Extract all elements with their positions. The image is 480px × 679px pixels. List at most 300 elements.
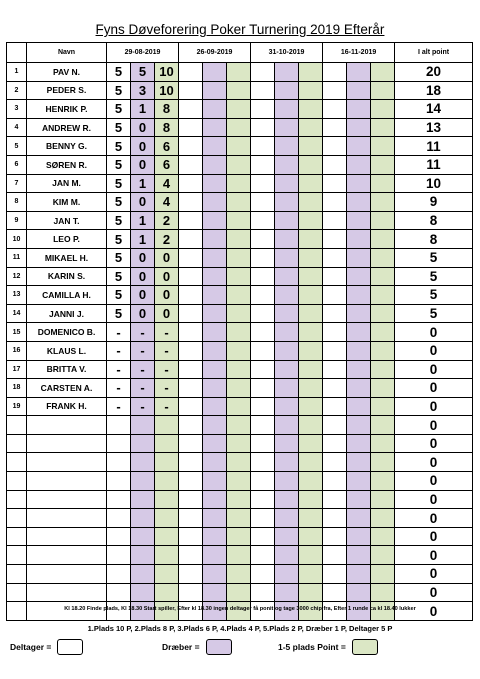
plads-points-date-2 (227, 323, 251, 342)
total-points: 0 (395, 416, 473, 435)
row-number (7, 453, 27, 472)
deltager-points-date-4 (323, 360, 347, 379)
deltager-points-date-1 (107, 416, 131, 435)
draeber-points-date-3 (275, 453, 299, 472)
draeber-points-date-1: 1 (131, 211, 155, 230)
deltager-points-date-4 (323, 230, 347, 249)
deltager-points-date-4 (323, 63, 347, 82)
deltager-points-date-4 (323, 155, 347, 174)
header-date-3: 31-10-2019 (251, 43, 323, 63)
plads-points-date-3 (299, 453, 323, 472)
player-row (7, 267, 473, 286)
plads-points-date-2 (227, 286, 251, 305)
draeber-points-date-3 (275, 248, 299, 267)
total-points: 0 (395, 379, 473, 398)
draeber-points-date-3 (275, 416, 299, 435)
plads-points-date-3 (299, 472, 323, 491)
deltager-points-date-2 (179, 527, 203, 546)
draeber-points-date-4 (347, 230, 371, 249)
deltager-points-date-1: 5 (107, 174, 131, 193)
legend-deltager (10, 638, 83, 656)
deltager-points-date-4 (323, 509, 347, 528)
draeber-points-date-3 (275, 100, 299, 119)
player-name: LEO P. (27, 230, 107, 249)
player-row (7, 583, 473, 602)
deltager-points-date-1 (107, 472, 131, 491)
deltager-points-date-4 (323, 304, 347, 323)
deltager-points-date-4 (323, 434, 347, 453)
draeber-points-date-3 (275, 341, 299, 360)
draeber-points-date-2 (203, 527, 227, 546)
draeber-points-date-3 (275, 174, 299, 193)
deltager-points-date-4 (323, 174, 347, 193)
player-name: ANDREW R. (27, 118, 107, 137)
row-number: 3 (7, 100, 27, 119)
player-row (7, 397, 473, 416)
deltager-points-date-3 (251, 81, 275, 100)
page-title (0, 22, 480, 37)
total-points: 13 (395, 118, 473, 137)
draeber-points-date-4 (347, 509, 371, 528)
deltager-points-date-1: - (107, 397, 131, 416)
deltager-points-date-1: 5 (107, 118, 131, 137)
deltager-points-date-4 (323, 565, 347, 584)
deltager-points-date-1 (107, 509, 131, 528)
total-points: 0 (395, 546, 473, 565)
plads-points-date-3 (299, 416, 323, 435)
plads-points-date-2 (227, 397, 251, 416)
deltager-points-date-2 (179, 565, 203, 584)
deltager-points-date-2 (179, 583, 203, 602)
plads-points-date-3 (299, 341, 323, 360)
plads-points-date-3 (299, 286, 323, 305)
draeber-points-date-2 (203, 583, 227, 602)
plads-points-date-2 (227, 583, 251, 602)
plads-points-date-1: 6 (155, 155, 179, 174)
plads-points-date-2 (227, 360, 251, 379)
deltager-points-date-4 (323, 267, 347, 286)
draeber-points-date-4 (347, 63, 371, 82)
deltager-points-date-3 (251, 304, 275, 323)
plads-points-date-4 (371, 193, 395, 212)
draeber-points-date-2 (203, 509, 227, 528)
plads-points-date-1: - (155, 379, 179, 398)
deltager-points-date-1: 5 (107, 137, 131, 156)
deltager-points-date-3 (251, 118, 275, 137)
total-points: 0 (395, 583, 473, 602)
deltager-points-date-2 (179, 267, 203, 286)
deltager-points-date-2 (179, 137, 203, 156)
deltager-points-date-1: - (107, 323, 131, 342)
draeber-points-date-3 (275, 81, 299, 100)
plads-points-date-4 (371, 211, 395, 230)
draeber-points-date-4 (347, 323, 371, 342)
plads-points-date-3 (299, 379, 323, 398)
legend-plads-point-label: 1-5 plads Point = (278, 642, 346, 652)
draeber-points-date-1 (131, 565, 155, 584)
draeber-points-date-3 (275, 360, 299, 379)
draeber-points-date-4 (347, 211, 371, 230)
player-row (7, 174, 473, 193)
draeber-points-date-2 (203, 230, 227, 249)
deltager-points-date-1 (107, 453, 131, 472)
draeber-points-date-1: - (131, 341, 155, 360)
deltager-points-date-3 (251, 193, 275, 212)
plads-points-date-1: 8 (155, 100, 179, 119)
player-name: BRITTA V. (27, 360, 107, 379)
plads-points-date-4 (371, 490, 395, 509)
row-number: 11 (7, 248, 27, 267)
plads-points-date-2 (227, 118, 251, 137)
deltager-points-date-3 (251, 379, 275, 398)
deltager-points-date-4 (323, 546, 347, 565)
plads-points-date-2 (227, 379, 251, 398)
total-points: 18 (395, 81, 473, 100)
player-row (7, 416, 473, 435)
draeber-points-date-2 (203, 193, 227, 212)
total-points: 5 (395, 304, 473, 323)
deltager-points-date-2 (179, 453, 203, 472)
draeber-points-date-3 (275, 230, 299, 249)
total-points: 8 (395, 230, 473, 249)
plads-points-date-2 (227, 509, 251, 528)
rules-text: Kl 18.20 Finde plads, Kl 18.30 Start spiller, Efter kl 18.30 ingen deltager få ponit og tage 3000 chip fra, Efter 1 runde ca kl 18.40 lukker (64, 606, 416, 612)
deltager-points-date-2 (179, 174, 203, 193)
plads-points-date-2 (227, 211, 251, 230)
deltager-points-date-4 (323, 472, 347, 491)
plads-points-date-2 (227, 267, 251, 286)
deltager-points-date-1 (107, 565, 131, 584)
plads-points-date-1: - (155, 341, 179, 360)
deltager-points-date-3 (251, 565, 275, 584)
deltager-points-date-2 (179, 211, 203, 230)
deltager-points-date-4 (323, 81, 347, 100)
deltager-points-date-1: 5 (107, 304, 131, 323)
draeber-points-date-4 (347, 193, 371, 212)
deltager-points-date-1: - (107, 360, 131, 379)
deltager-points-date-3 (251, 323, 275, 342)
player-name: CARSTEN A. (27, 379, 107, 398)
draeber-points-date-4 (347, 155, 371, 174)
draeber-points-date-4 (347, 565, 371, 584)
deltager-points-date-2 (179, 63, 203, 82)
draeber-points-date-2 (203, 155, 227, 174)
total-points: 0 (395, 360, 473, 379)
total-points: 0 (395, 341, 473, 360)
player-row (7, 100, 473, 119)
draeber-points-date-4 (347, 416, 371, 435)
player-row (7, 565, 473, 584)
plads-points-date-4 (371, 509, 395, 528)
player-row (7, 527, 473, 546)
draeber-points-date-2 (203, 286, 227, 305)
draeber-points-date-2 (203, 360, 227, 379)
deltager-points-date-2 (179, 81, 203, 100)
plads-points-date-4 (371, 174, 395, 193)
draeber-points-date-4 (347, 397, 371, 416)
plads-points-date-1: - (155, 397, 179, 416)
draeber-points-date-1: 0 (131, 267, 155, 286)
deltager-points-date-1 (107, 434, 131, 453)
plads-points-date-2 (227, 230, 251, 249)
draeber-points-date-3 (275, 472, 299, 491)
plads-points-date-3 (299, 509, 323, 528)
plads-points-date-4 (371, 472, 395, 491)
deltager-points-date-2 (179, 118, 203, 137)
plads-points-date-3 (299, 565, 323, 584)
row-number: 17 (7, 360, 27, 379)
draeber-points-date-3 (275, 565, 299, 584)
deltager-points-date-2 (179, 360, 203, 379)
plads-points-date-1 (155, 434, 179, 453)
plads-points-date-1: 0 (155, 248, 179, 267)
plads-points-date-1: 2 (155, 230, 179, 249)
plads-points-date-4 (371, 527, 395, 546)
draeber-points-date-1 (131, 490, 155, 509)
deltager-points-date-3 (251, 137, 275, 156)
draeber-points-date-2 (203, 137, 227, 156)
plads-points-date-3 (299, 63, 323, 82)
plads-points-date-1 (155, 490, 179, 509)
plads-points-date-3 (299, 434, 323, 453)
plads-points-date-3 (299, 546, 323, 565)
plads-points-date-4 (371, 248, 395, 267)
draeber-points-date-1: 0 (131, 155, 155, 174)
draeber-points-date-2 (203, 304, 227, 323)
total-points: 0 (395, 565, 473, 584)
draeber-points-date-2 (203, 434, 227, 453)
deltager-points-date-2 (179, 546, 203, 565)
draeber-points-date-2 (203, 453, 227, 472)
row-number: 9 (7, 211, 27, 230)
deltager-points-date-3 (251, 230, 275, 249)
deltager-points-date-4 (323, 453, 347, 472)
deltager-points-date-3 (251, 267, 275, 286)
deltager-points-date-3 (251, 509, 275, 528)
row-number: 19 (7, 397, 27, 416)
draeber-points-date-4 (347, 546, 371, 565)
row-number (7, 434, 27, 453)
plads-points-date-2 (227, 565, 251, 584)
deltager-points-date-1 (107, 527, 131, 546)
deltager-points-date-1 (107, 583, 131, 602)
deltager-points-date-2 (179, 509, 203, 528)
row-number: 8 (7, 193, 27, 212)
player-row (7, 509, 473, 528)
deltager-points-date-3 (251, 211, 275, 230)
player-row (7, 546, 473, 565)
deltager-points-date-3 (251, 341, 275, 360)
plads-points-date-3 (299, 100, 323, 119)
row-number: 6 (7, 155, 27, 174)
row-number: 14 (7, 304, 27, 323)
plads-points-date-3 (299, 583, 323, 602)
deltager-points-date-1: 5 (107, 100, 131, 119)
deltager-points-date-2 (179, 341, 203, 360)
draeber-points-date-4 (347, 100, 371, 119)
plads-points-date-1: 6 (155, 137, 179, 156)
legend-draeber-label: Dræber = (162, 642, 200, 652)
row-number (7, 472, 27, 491)
player-row (7, 118, 473, 137)
player-name: BENNY G. (27, 137, 107, 156)
deltager-points-date-4 (323, 490, 347, 509)
deltager-points-date-4 (323, 100, 347, 119)
player-name: PAV N. (27, 63, 107, 82)
player-row (7, 453, 473, 472)
row-number: 12 (7, 267, 27, 286)
row-number: 4 (7, 118, 27, 137)
deltager-points-date-1: 5 (107, 248, 131, 267)
header-row (7, 43, 473, 63)
player-row (7, 230, 473, 249)
header-total: I alt point (395, 43, 473, 63)
plads-points-date-3 (299, 137, 323, 156)
plads-points-date-3 (299, 267, 323, 286)
draeber-points-date-1: 1 (131, 230, 155, 249)
deltager-points-date-4 (323, 248, 347, 267)
plads-points-date-3 (299, 248, 323, 267)
draeber-points-date-4 (347, 360, 371, 379)
plads-points-date-1 (155, 565, 179, 584)
deltager-points-date-3 (251, 546, 275, 565)
draeber-points-date-4 (347, 434, 371, 453)
plads-points-date-1 (155, 472, 179, 491)
draeber-points-date-1 (131, 546, 155, 565)
plads-points-date-4 (371, 453, 395, 472)
draeber-points-date-1: 0 (131, 193, 155, 212)
plads-points-date-1 (155, 416, 179, 435)
row-number (7, 565, 27, 584)
plads-points-date-4 (371, 341, 395, 360)
plads-points-date-3 (299, 527, 323, 546)
draeber-points-date-2 (203, 267, 227, 286)
draeber-points-date-2 (203, 63, 227, 82)
draeber-points-date-3 (275, 490, 299, 509)
draeber-points-date-3 (275, 509, 299, 528)
deltager-points-date-1: 5 (107, 230, 131, 249)
plads-points-date-2 (227, 546, 251, 565)
plads-points-date-2 (227, 81, 251, 100)
total-points: 9 (395, 193, 473, 212)
total-points: 5 (395, 248, 473, 267)
plads-points-date-4 (371, 397, 395, 416)
draeber-points-date-1: 1 (131, 100, 155, 119)
draeber-points-date-4 (347, 286, 371, 305)
row-number: 13 (7, 286, 27, 305)
plads-points-date-2 (227, 63, 251, 82)
plads-points-date-4 (371, 434, 395, 453)
player-row (7, 323, 473, 342)
row-number (7, 583, 27, 602)
player-name (27, 416, 107, 435)
total-points: 11 (395, 137, 473, 156)
draeber-points-date-4 (347, 137, 371, 156)
draeber-points-date-4 (347, 453, 371, 472)
plads-points-date-1: 4 (155, 193, 179, 212)
plads-points-date-1: 2 (155, 211, 179, 230)
plads-points-date-4 (371, 286, 395, 305)
player-name: HENRIK P. (27, 100, 107, 119)
plads-points-date-3 (299, 211, 323, 230)
deltager-points-date-4 (323, 137, 347, 156)
deltager-points-date-4 (323, 397, 347, 416)
total-points: 0 (395, 490, 473, 509)
draeber-points-date-1: 0 (131, 286, 155, 305)
deltager-points-date-2 (179, 416, 203, 435)
header-num-cell (7, 43, 27, 63)
deltager-points-date-1: 5 (107, 81, 131, 100)
row-number: 18 (7, 379, 27, 398)
plads-points-date-2 (227, 137, 251, 156)
plads-points-date-1: 0 (155, 267, 179, 286)
row-number (7, 416, 27, 435)
draeber-points-date-3 (275, 286, 299, 305)
player-name: PEDER S. (27, 81, 107, 100)
draeber-points-date-3 (275, 63, 299, 82)
player-name (27, 434, 107, 453)
plads-points-date-2 (227, 527, 251, 546)
plads-points-date-4 (371, 230, 395, 249)
plads-points-date-1: 10 (155, 81, 179, 100)
plads-points-date-2 (227, 490, 251, 509)
plads-points-date-4 (371, 155, 395, 174)
draeber-points-date-3 (275, 546, 299, 565)
plads-points-date-2 (227, 193, 251, 212)
deltager-points-date-1: 5 (107, 267, 131, 286)
deltager-points-date-4 (323, 211, 347, 230)
plads-points-date-4 (371, 416, 395, 435)
plads-points-date-1: 0 (155, 304, 179, 323)
player-name: KIM M. (27, 193, 107, 212)
plads-points-date-2 (227, 341, 251, 360)
draeber-points-date-1: 0 (131, 304, 155, 323)
deltager-points-date-3 (251, 63, 275, 82)
row-number: 2 (7, 81, 27, 100)
player-name: KARIN S. (27, 267, 107, 286)
player-row (7, 155, 473, 174)
draeber-points-date-3 (275, 323, 299, 342)
draeber-points-date-4 (347, 341, 371, 360)
deltager-points-date-4 (323, 583, 347, 602)
deltager-points-date-2 (179, 490, 203, 509)
row-number (7, 546, 27, 565)
deltager-points-date-2 (179, 304, 203, 323)
plads-points-date-3 (299, 193, 323, 212)
row-number: 5 (7, 137, 27, 156)
plads-points-date-2 (227, 174, 251, 193)
player-row (7, 248, 473, 267)
plads-points-date-3 (299, 397, 323, 416)
draeber-points-date-4 (347, 174, 371, 193)
plads-points-date-1: 4 (155, 174, 179, 193)
draeber-points-date-4 (347, 583, 371, 602)
draeber-points-date-1: 0 (131, 248, 155, 267)
deltager-points-date-3 (251, 155, 275, 174)
player-row (7, 304, 473, 323)
draeber-points-date-2 (203, 546, 227, 565)
header-name: Navn (27, 43, 107, 63)
player-name (27, 509, 107, 528)
deltager-points-date-3 (251, 100, 275, 119)
draeber-points-date-3 (275, 193, 299, 212)
draeber-points-date-3 (275, 118, 299, 137)
deltager-points-date-4 (323, 323, 347, 342)
plads-points-date-3 (299, 304, 323, 323)
plads-points-date-1 (155, 583, 179, 602)
plads-points-date-3 (299, 323, 323, 342)
draeber-points-date-2 (203, 490, 227, 509)
